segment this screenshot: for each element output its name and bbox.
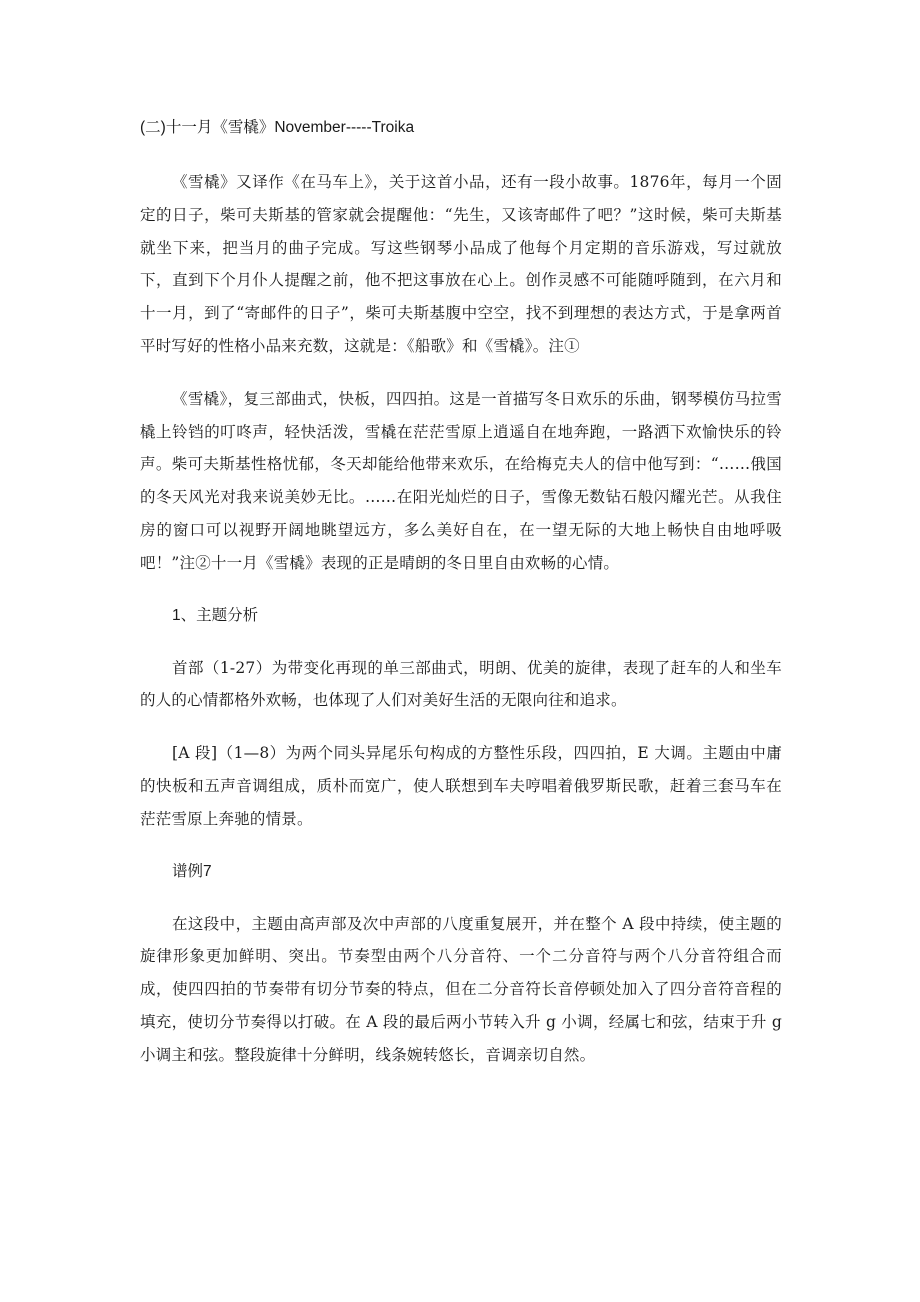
paragraph-first-part: 首部（1-27）为带变化再现的单三部曲式，明朗、优美的旋律，表现了赶车的人和坐车的人的心情都格外欢畅，也体现了人们对美好生活的无限向往和追求。: [140, 658, 782, 710]
paragraph-a-section: [A 段]（1—8）为两个同头异尾乐句构成的方整性乐段，四四拍，E 大调。主题由中庸的快板和五声音调组成，质朴而宽广，使人联想到车夫哼唱着俄罗斯民歌，赶着三套马车在茫茫雪原上奔驰的情景。: [140, 744, 782, 828]
score-example-label: 谱例7: [172, 862, 212, 880]
paragraph-story: 《雪橇》又译作《在马车上》，关于这首小品，还有一段小故事。1876年，每月一个固定的日子，柴可夫斯基的管家就会提醒他：“先生，又该寄邮件了吧？”这时候，柴可夫斯基就坐下来，把当月的曲子完成。写这些钢琴小品成了他每个月定期的音乐游戏，写过就放下，直到下个月仆人提醒之前，他不把这事放在心上。创作灵感不可能随呼随到，在六月和十一月，到了“寄邮件的日子”，柴可夫斯基腹中空空，找不到理想的表达方式，于是拿两首平时写好的性格小品来充数，这就是：《船歌》和《雪橇》。注①: [140, 173, 782, 355]
paragraph-a-section-analysis: 在这段中，主题由高声部及次中声部的八度重复展开，并在整个 A 段中持续，使主题的旋律形象更加鲜明、突出。节奏型由两个八分音符、一个二分音符与两个八分音符组合而成，使四四拍的节奏带有切分节奏的特点，但在二分音符长音停顿处加入了四分音符音程的填充，使切分节奏得以打破。在 A 段的最后两小节转入升 g 小调，经属七和弦，结束于升 g 小调主和弦。整段旋律十分鲜明，线条婉转悠长，音调亲切自然。: [140, 914, 782, 1064]
section-heading-theme-analysis: 1、主题分析: [172, 606, 259, 624]
document-body: [140, 112, 782, 1092]
paragraph-description: 《雪橇》，复三部曲式，快板，四四拍。这是一首描写冬日欢乐的乐曲，钢琴模仿马拉雪橇上铃铛的叮咚声，轻快活泼，雪橇在茫茫雪原上逍遥自在地奔跑，一路洒下欢愉快乐的铃声。柴可夫斯基性格忧郁，冬天却能给他带来欢乐，在给梅克夫人的信中他写到：“……俄国的冬天风光对我来说美妙无比。……在阳光灿烂的日子，雪像无数钻石般闪耀光芒。从我住房的窗口可以视野开阔地眺望远方，多么美好自在，在一望无际的大地上畅快自由地呼吸吧！”注②十一月《雪橇》表现的正是晴朗的冬日里自由欢畅的心情。: [140, 389, 782, 572]
document-title: (二)十一月《雪橇》November-----Troika: [140, 119, 415, 136]
